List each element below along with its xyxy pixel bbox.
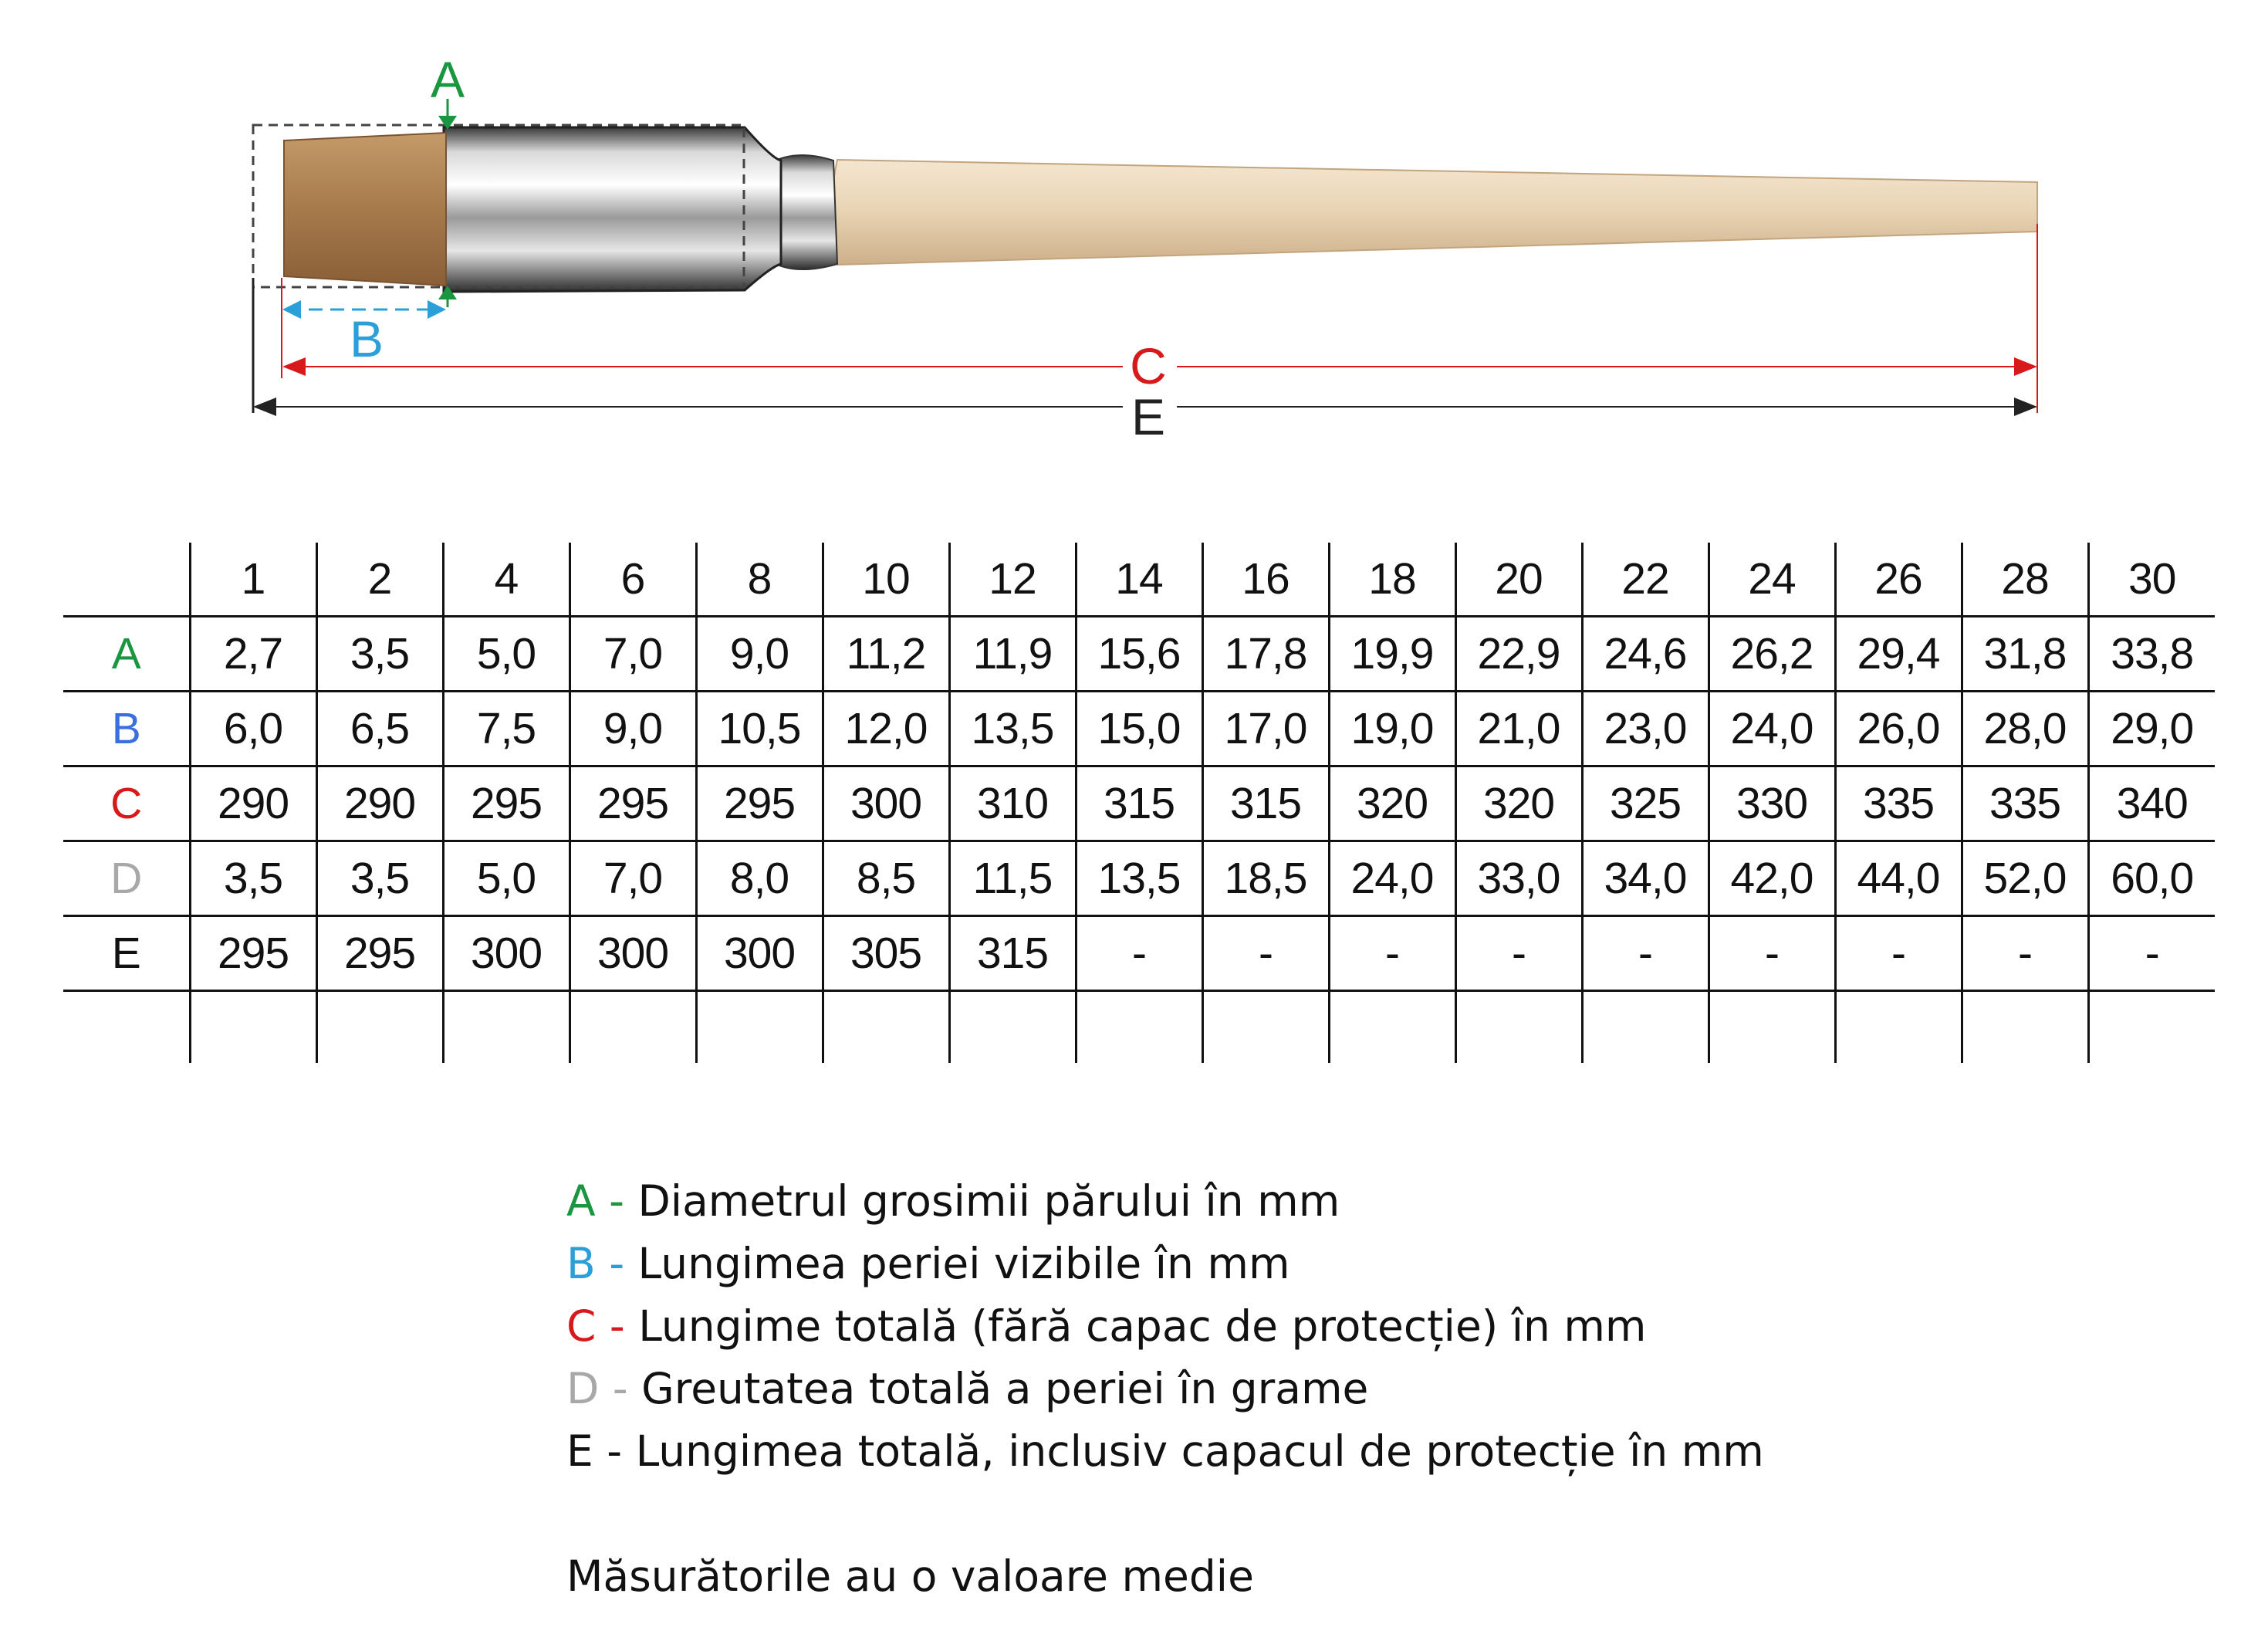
table-cell: 13,5 xyxy=(1076,841,1202,916)
row-label: D xyxy=(63,841,190,916)
table-cell: 325 xyxy=(1582,766,1709,841)
table-cell: 295 xyxy=(316,916,443,991)
dimension-e xyxy=(253,388,2037,445)
table-cell: 300 xyxy=(570,916,696,991)
table-cell: 9,0 xyxy=(570,692,696,766)
size-header-cell: 18 xyxy=(1329,543,1455,617)
brush-ferrule xyxy=(444,127,781,292)
table-cell: 26,0 xyxy=(1835,692,1962,766)
brush-dimension-diagram xyxy=(0,0,2268,463)
empty-cell xyxy=(1835,991,1962,1064)
size-header-cell: 26 xyxy=(1835,543,1962,617)
table-cell: 13,5 xyxy=(949,692,1076,766)
size-header-cell: 1 xyxy=(190,543,316,617)
size-header-cell: 24 xyxy=(1709,543,1835,617)
table-cell: 28,0 xyxy=(1962,692,2088,766)
empty-cell xyxy=(1962,991,2088,1064)
table-cell: 19,9 xyxy=(1329,617,1455,692)
table-cell: 3,5 xyxy=(190,841,316,916)
legend xyxy=(566,1170,1764,1608)
empty-cell xyxy=(949,991,1076,1064)
size-header-cell: 4 xyxy=(443,543,570,617)
table-cell: - xyxy=(2088,916,2215,991)
legend-text: Lungime totală (fără capac de protecție) în mm xyxy=(638,1301,1647,1351)
table-cell: 300 xyxy=(443,916,570,991)
table-cell: 12,0 xyxy=(823,692,949,766)
table-cell: 5,0 xyxy=(443,841,570,916)
size-specification-table xyxy=(63,543,2215,1063)
brush-handle xyxy=(832,160,2038,265)
empty-cell xyxy=(696,991,823,1064)
empty-cell xyxy=(823,991,949,1064)
legend-text: Lungimea periei vizibile în mm xyxy=(637,1239,1290,1288)
table-cell: 295 xyxy=(570,766,696,841)
table-cell: 44,0 xyxy=(1835,841,1962,916)
table-cell: 340 xyxy=(2088,766,2215,841)
table-cell: 3,5 xyxy=(316,841,443,916)
legend-text: Diametrul grosimii părului în mm xyxy=(637,1176,1340,1226)
table-cell: 29,0 xyxy=(2088,692,2215,766)
table-cell: - xyxy=(1835,916,1962,991)
table-row xyxy=(63,766,2215,841)
table-cell: 34,0 xyxy=(1582,841,1709,916)
table-cell: 7,0 xyxy=(570,617,696,692)
legend-text: Greutatea totală a periei în grame xyxy=(641,1364,1369,1413)
legend-text: Lungimea totală, inclusiv capacul de protecție în mm xyxy=(635,1426,1764,1476)
table-cell: 9,0 xyxy=(696,617,823,692)
table-cell: 11,9 xyxy=(949,617,1076,692)
table-cell: 330 xyxy=(1709,766,1835,841)
table-cell: 52,0 xyxy=(1962,841,2088,916)
table-row xyxy=(63,617,2215,692)
table-cell: 320 xyxy=(1455,766,1582,841)
legend-item xyxy=(566,1420,1764,1483)
table-cell: 7,0 xyxy=(570,841,696,916)
legend-separator: - xyxy=(599,1364,642,1413)
table-cell: 17,0 xyxy=(1202,692,1329,766)
size-header-cell: 10 xyxy=(823,543,949,617)
table-cell: 310 xyxy=(949,766,1076,841)
legend-item xyxy=(566,1170,1764,1233)
table-cell: 11,5 xyxy=(949,841,1076,916)
legend-key: E xyxy=(566,1426,593,1476)
table-cell: 29,4 xyxy=(1835,617,1962,692)
legend-item xyxy=(566,1233,1764,1295)
table-cell: 33,0 xyxy=(1455,841,1582,916)
table-cell: 295 xyxy=(696,766,823,841)
table-cell: 290 xyxy=(316,766,443,841)
legend-item xyxy=(566,1295,1764,1358)
table-cell: 10,5 xyxy=(696,692,823,766)
measurement-note: Măsurătorile au o valoare medie xyxy=(566,1551,1254,1601)
table-cell: 6,5 xyxy=(316,692,443,766)
table-cell: 320 xyxy=(1329,766,1455,841)
empty-cell xyxy=(1202,991,1329,1064)
table-cell: 8,5 xyxy=(823,841,949,916)
table-cell: 295 xyxy=(190,916,316,991)
empty-cell xyxy=(2088,991,2215,1064)
size-header-cell: 20 xyxy=(1455,543,1582,617)
table-cell: 24,6 xyxy=(1582,617,1709,692)
table-cell: 18,5 xyxy=(1202,841,1329,916)
legend-item xyxy=(566,1358,1764,1420)
table-cell: 5,0 xyxy=(443,617,570,692)
row-label: A xyxy=(63,617,190,692)
empty-cell xyxy=(1709,991,1835,1064)
table-row xyxy=(63,692,2215,766)
dimension-c xyxy=(282,337,2037,394)
table-cell: 60,0 xyxy=(2088,841,2215,916)
row-label: B xyxy=(63,692,190,766)
table-cell: 295 xyxy=(443,766,570,841)
empty-cell xyxy=(63,991,190,1064)
table-cell: 2,7 xyxy=(190,617,316,692)
table-cell: 19,0 xyxy=(1329,692,1455,766)
table-cell: 24,0 xyxy=(1329,841,1455,916)
table-cell: 17,8 xyxy=(1202,617,1329,692)
dimension-b xyxy=(282,300,446,367)
table-cell: 11,2 xyxy=(823,617,949,692)
size-header-cell: 2 xyxy=(316,543,443,617)
legend-key: A xyxy=(566,1176,596,1226)
size-header-cell: 16 xyxy=(1202,543,1329,617)
legend-separator: - xyxy=(596,1301,639,1351)
dimension-a-label: A xyxy=(430,51,465,108)
empty-cell xyxy=(443,991,570,1064)
table-cell: 300 xyxy=(823,766,949,841)
size-header-cell: 6 xyxy=(570,543,696,617)
size-header-cell: 28 xyxy=(1962,543,2088,617)
table-cell: 24,0 xyxy=(1709,692,1835,766)
table-cell: 33,8 xyxy=(2088,617,2215,692)
table-cell: - xyxy=(1962,916,2088,991)
table-cell: - xyxy=(1709,916,1835,991)
size-header-cell: 12 xyxy=(949,543,1076,617)
table-cell: 290 xyxy=(190,766,316,841)
table-cell: 6,0 xyxy=(190,692,316,766)
table-cell: 335 xyxy=(1962,766,2088,841)
table-cell: 315 xyxy=(949,916,1076,991)
table-cell: 31,8 xyxy=(1962,617,2088,692)
legend-key: D xyxy=(566,1364,600,1413)
legend-key: B xyxy=(566,1239,596,1288)
row-label: E xyxy=(63,916,190,991)
legend-separator: - xyxy=(595,1239,638,1288)
table-cell: 3,5 xyxy=(316,617,443,692)
table-cell: 42,0 xyxy=(1709,841,1835,916)
table-cell: - xyxy=(1582,916,1709,991)
table-cell: 305 xyxy=(823,916,949,991)
table-row xyxy=(63,916,2215,991)
row-label: C xyxy=(63,766,190,841)
table-cell: 22,9 xyxy=(1455,617,1582,692)
legend-key: C xyxy=(566,1301,597,1351)
empty-cell xyxy=(190,991,316,1064)
table-cell: 7,5 xyxy=(443,692,570,766)
table-cell: 8,0 xyxy=(696,841,823,916)
empty-cell xyxy=(570,991,696,1064)
table-empty-row xyxy=(63,991,2215,1064)
table-cell: 21,0 xyxy=(1455,692,1582,766)
table-header-row xyxy=(63,543,2215,617)
brush-hair xyxy=(284,133,446,286)
legend-separator: - xyxy=(595,1176,638,1226)
table-cell: 15,0 xyxy=(1076,692,1202,766)
table-cell: 300 xyxy=(696,916,823,991)
table-corner-cell xyxy=(63,543,190,617)
table-cell: - xyxy=(1076,916,1202,991)
empty-cell xyxy=(1076,991,1202,1064)
size-header-cell: 22 xyxy=(1582,543,1709,617)
table-row xyxy=(63,841,2215,916)
legend-separator: - xyxy=(593,1426,636,1476)
table-cell: 315 xyxy=(1076,766,1202,841)
table-cell: - xyxy=(1202,916,1329,991)
dimension-c-label: C xyxy=(1130,337,1167,394)
size-header-cell: 8 xyxy=(696,543,823,617)
size-header-cell: 30 xyxy=(2088,543,2215,617)
table-cell: - xyxy=(1455,916,1582,991)
table-cell: 335 xyxy=(1835,766,1962,841)
dimension-e-label: E xyxy=(1131,388,1166,445)
empty-cell xyxy=(1455,991,1582,1064)
table-cell: 315 xyxy=(1202,766,1329,841)
empty-cell xyxy=(1329,991,1455,1064)
size-header-cell: 14 xyxy=(1076,543,1202,617)
table-cell: 23,0 xyxy=(1582,692,1709,766)
empty-cell xyxy=(1582,991,1709,1064)
empty-cell xyxy=(316,991,443,1064)
dimension-b-label: B xyxy=(349,310,384,367)
table-cell: 15,6 xyxy=(1076,617,1202,692)
table-cell: - xyxy=(1329,916,1455,991)
brush-crimp xyxy=(779,155,837,269)
table-cell: 26,2 xyxy=(1709,617,1835,692)
